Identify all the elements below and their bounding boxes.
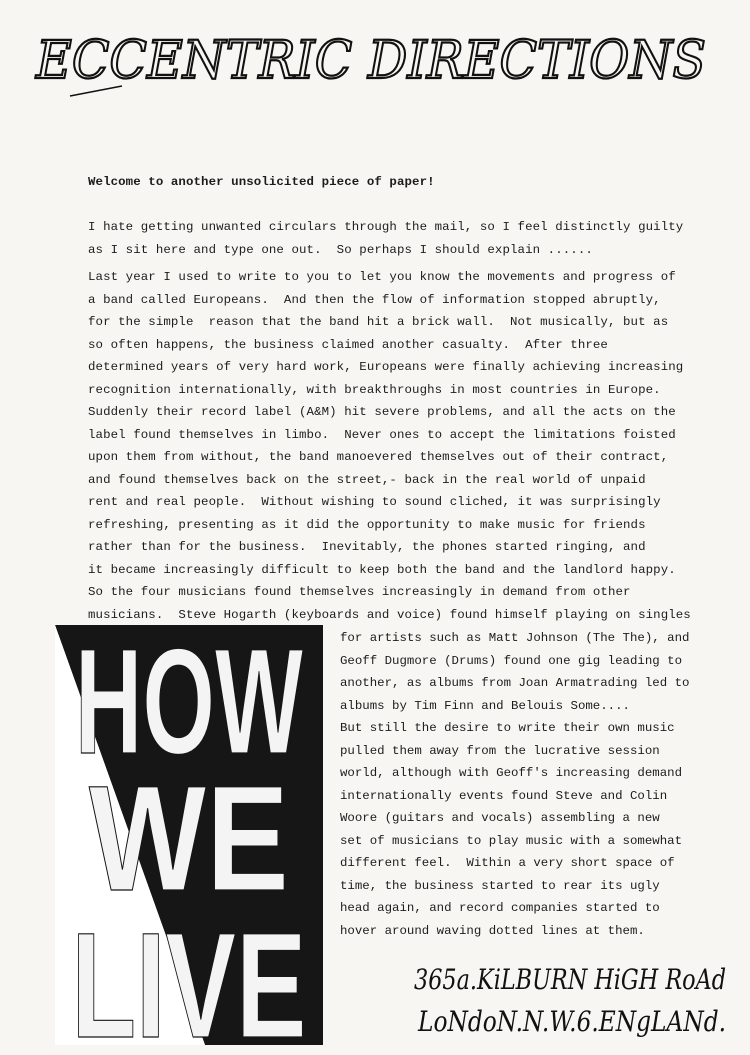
text-line: set of musicians to play music with a somewhat (340, 833, 683, 848)
poster-word-live: LIVE (71, 901, 307, 1045)
text-line: recognition internationally, with breakthroughs in most countries in Europe. (88, 382, 661, 397)
handwritten-address (412, 955, 732, 1045)
text-line: a band called Europeans. And then the flow of information stopped abruptly, (88, 292, 661, 307)
text-line: time, the business started to rear its ugly (340, 878, 660, 893)
text-line: label found themselves in limbo. Never ones to accept the limitations foisted (88, 427, 676, 442)
text-line: head again, and record companies started to (340, 901, 660, 915)
text-line: I hate getting unwanted circulars through the mail, so I feel distinctly guilty (88, 220, 684, 234)
text-line: and found themselves back on the street,- back in the real world of unpaid (88, 472, 646, 487)
text-line: Suddenly their record label (A&M) hit severe problems, and all the acts on the (88, 405, 676, 419)
text-line: hover around waving dotted lines at them. (340, 923, 645, 938)
text-line: world, although with Geoff's increasing demand (340, 766, 683, 780)
masthead-text: ECCENTRIC DIRECTIONS (35, 31, 706, 91)
text-line: Last year I used to write to you to let you know the movements and progress of (88, 270, 676, 284)
text-line: refreshing, presenting as it did the opportunity to make music for friends (88, 517, 646, 532)
text-line: for the simple reason that the band hit a brick wall. Not musically, but as (88, 315, 669, 329)
address-line-1: 365a.KiLBURN HiGH RoAd (414, 963, 726, 996)
text-line: pulled them away from the lucrative session (340, 743, 660, 758)
text-line: different feel. Within a very short space of (340, 856, 675, 870)
address-line-2: LoNdoN.N.W.6.ENgLANd. (417, 1005, 726, 1038)
greeting: Welcome to another unsolicited piece of paper! (88, 175, 435, 189)
text-line: upon them from without, the band manoevered themselves out of their contract, (88, 450, 669, 464)
text-line: But still the desire to write their own music (340, 721, 675, 735)
masthead-logo (30, 10, 720, 110)
text-line: internationally events found Steve and Colin (340, 788, 668, 803)
text-line: So the four musicians found themselves increasingly in demand from other (88, 585, 631, 599)
poster-word-we: WE (89, 754, 289, 922)
text-line: determined years of very hard work, Europeans were finally achieving increasing (88, 360, 684, 374)
text-line: rather than for the business. Inevitably, the phones started ringing, and (88, 540, 646, 554)
text-line: rent and real people. Without wishing to sound cliched, it was surprisingly (88, 495, 661, 509)
text-line: so often happens, the business claimed another casualty. After three (88, 337, 608, 352)
text-line: for artists such as Matt Johnson (The The), and (340, 631, 690, 645)
text-line: it became increasingly difficult to keep both the band and the landlord happy. (88, 562, 676, 577)
poster-word-how: HOW (75, 625, 304, 785)
text-line: Woore (guitars and vocals) assembling a new (340, 811, 660, 825)
text-line: albums by Tim Finn and Belouis Some.... (340, 698, 630, 713)
text-line: as I sit here and type one out. So perhaps I should explain ...... (88, 242, 593, 257)
text-line: musicians. Steve Hogarth (keyboards and voice) found himself playing on singles (88, 607, 691, 622)
how-we-live-poster (55, 625, 323, 1045)
text-line: another, as albums from Joan Armatrading led to (340, 676, 690, 690)
text-line: Geoff Dugmore (Drums) found one gig leading to (340, 653, 683, 668)
